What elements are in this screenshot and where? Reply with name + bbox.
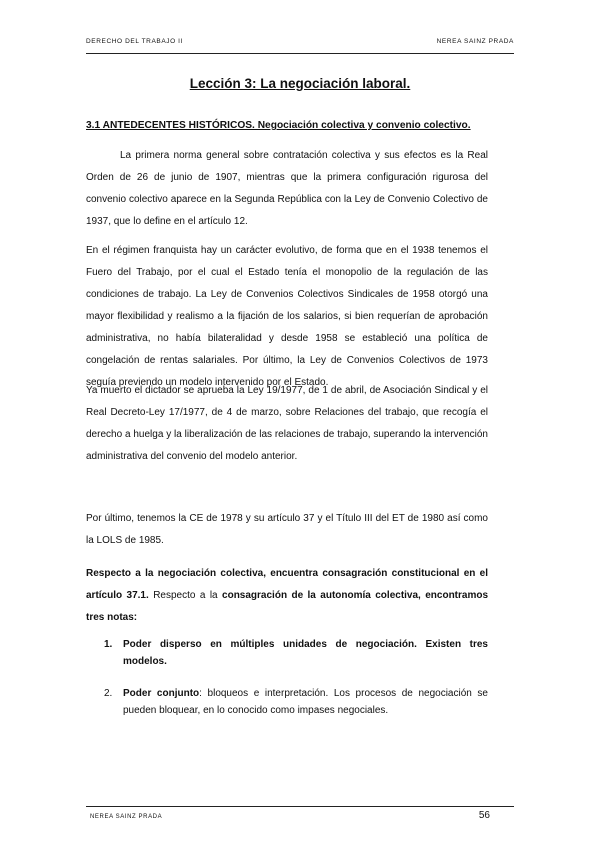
section-heading: 3.1 ANTEDECENTES HISTÓRICOS. Negociación colectiva y convenio colectivo. — [86, 120, 471, 131]
list-item-text: : bloqueos e interpretación. Los procesos de negociación se pueden bloquear, en lo conocido como impases negociales. — [123, 688, 488, 716]
constitutional-text-bold-1: Respecto a la negociación colectiva, encuentra consagración constitucional en el artículo 37.1. — [86, 568, 488, 601]
paragraph-1: La primera norma general sobre contratación colectiva y sus efectos es la Real Orden de 26 de junio de 1907, mientras que la primera configuración rigurosa del convenio colectivo aparece en la Segunda República con la Ley de Convenio Colectivo de 1937, que lo define en el artículo 12. — [86, 150, 488, 227]
footer-author: NEREA SAINZ PRADA — [90, 814, 163, 820]
constitutional-paragraph — [86, 563, 488, 629]
paragraph-4: Por último, tenemos la CE de 1978 y su artículo 37 y el Título III del ET de 1980 así como la LOLS de 1985. — [86, 513, 488, 546]
footer-rule — [86, 806, 514, 807]
paragraph-3: Ya muerto el dictador se aprueba la Ley 19/1977, de 1 de abril, de Asociación Sindical y el Real Decreto-Ley 17/1977, de 4 de marzo, sobre Relaciones del trabajo, que recogía el derecho a huelga y la liberalización de las relaciones de trabajo, superando la intervención administrativa del convenio del modelo anterior. — [86, 385, 488, 462]
list-item — [104, 685, 488, 719]
list-item-bold: Poder disperso en múltiples unidades de negociación. Existen tres modelos. — [123, 639, 488, 667]
header-course: DERECHO DEL TRABAJO II — [86, 38, 183, 45]
list-item — [104, 636, 488, 670]
lesson-title: Lección 3: La negociación laboral. — [189, 76, 411, 91]
header-author: NEREA SAINZ PRADA — [436, 38, 514, 45]
list-number: 1. — [104, 639, 113, 650]
page-number: 56 — [478, 810, 490, 821]
list-number: 2. — [104, 688, 113, 699]
header-rule — [86, 53, 514, 54]
constitutional-text-plain: Respecto a la — [153, 590, 218, 601]
paragraph-2: En el régimen franquista hay un carácter evolutivo, de forma que en el 1938 tenemos el Fuero del Trabajo, por el cual el Estado tenía el monopolio de la regulación de las condiciones de trabajo. La Ley de Convenios Colectivos Sindicales de 1958 otorgó una mayor flexibilidad y realismo a la fijación de los salarios, si bien requerían de aprobación administrativa, no había bilateralidad y desde 1958 se estableció una política de congelación de rentas salariales. Por último, la Ley de Convenios Colectivos de 1973 seguía previendo un modelo intervenido por el Estado. — [86, 245, 488, 388]
constitutional-text-bold-2: consagración de la autonomía colectiva, encontramos tres notas: — [86, 590, 489, 623]
list-item-bold: Poder conjunto — [123, 688, 200, 699]
